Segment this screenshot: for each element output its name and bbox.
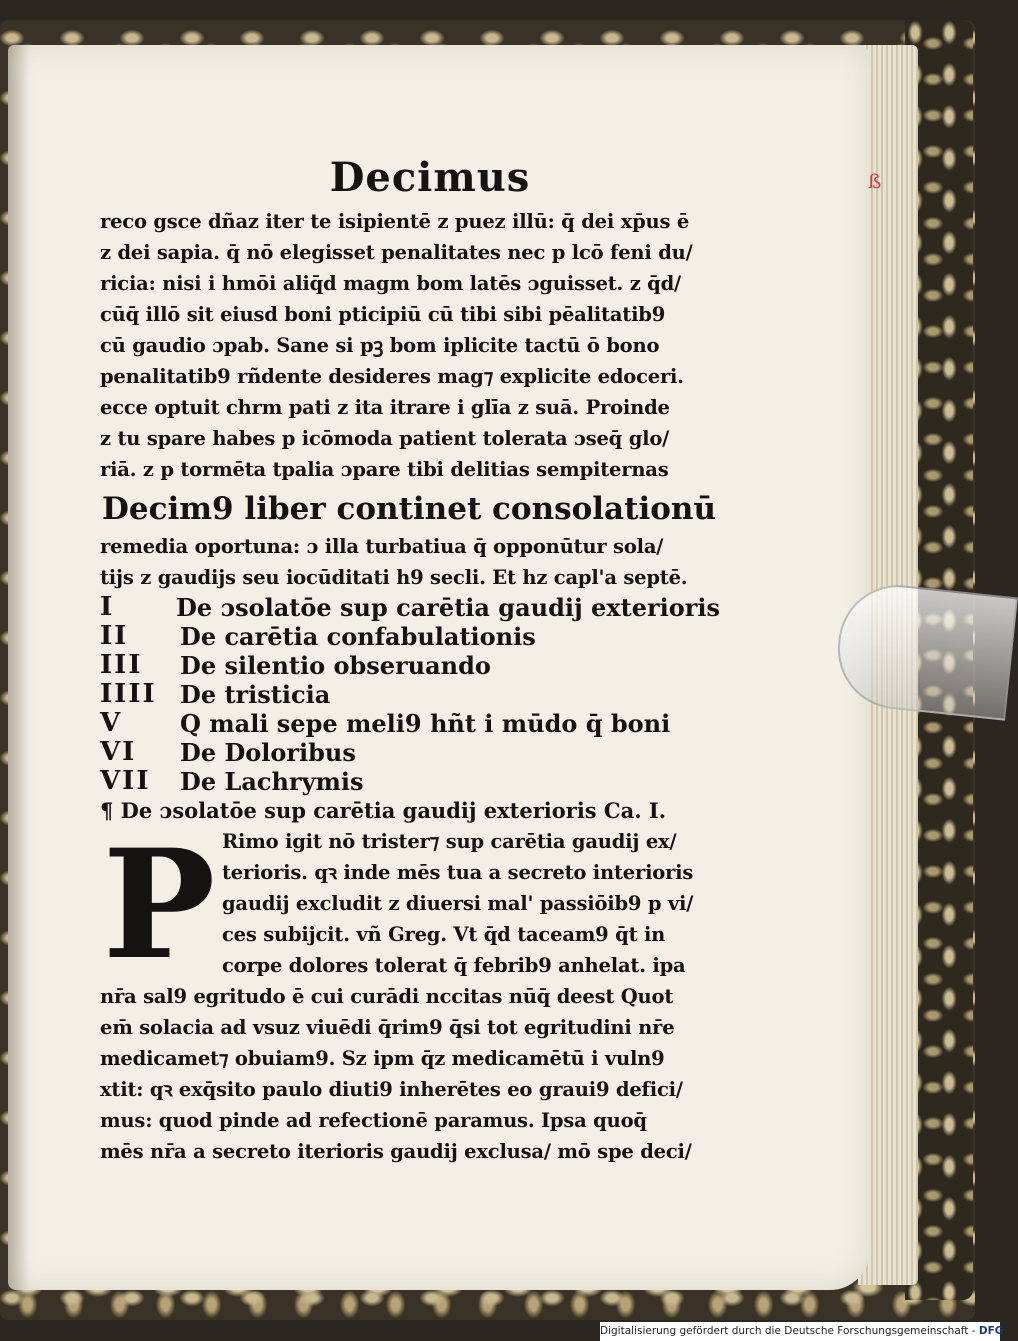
text-line: corpe dolores tolerat q̄ febrib9 anhelat. ipa bbox=[222, 954, 686, 977]
closing-paragraph bbox=[100, 981, 720, 1167]
text-line: Rimo igit nō trister⁊ sup carētia gaudij ex/ bbox=[222, 830, 677, 853]
drop-cap-initial: P bbox=[102, 817, 216, 993]
text-line: reco gsce dñaz iter te isipientē z puez illū: q̄ dei xp̄us ē bbox=[100, 210, 690, 233]
chapter-title: De ɔsolatōe sup carētia gaudij exterioris bbox=[176, 593, 720, 622]
text-line: mēs nr̄a a secreto iterioris gaudij exclusa/ mō spe deci/ bbox=[100, 1140, 692, 1163]
text-line: ricia: nisi i hmōi aliq̄d magm bom latēs ɔguisset. z q̄d/ bbox=[100, 272, 681, 295]
spine-shadow bbox=[8, 45, 30, 1290]
digitization-footer bbox=[600, 1322, 1004, 1341]
chapter-entry bbox=[100, 651, 720, 680]
red-ink-mark: ß bbox=[868, 169, 882, 193]
chapter-title: De Lachrymis bbox=[180, 767, 364, 796]
chapter-number: VII bbox=[100, 766, 151, 796]
text-line: remedia oportuna: ɔ illa turbatiua q̄ opponūtur sola/ bbox=[100, 535, 664, 558]
text-line: ces subijcit. vñ Greg. Vt q̄d taceam9 q̄t in bbox=[222, 923, 666, 946]
text-line: cūq̄ illō sit eiusd boni pticipiū cū tibi sibi pēalitatib9 bbox=[100, 303, 666, 326]
text-line: ecce optuit chrm pati z ita itrare i glīa z suā. Proinde bbox=[100, 396, 670, 419]
chapter-number: I bbox=[100, 592, 115, 622]
chapter-number: IIII bbox=[100, 679, 157, 709]
text-line: gaudij excludit z diuersi mal' passiōib9 p vi/ bbox=[222, 892, 694, 915]
text-line: xtit: qꝛ exq̄sito paulo diuti9 inherētes eo graui9 defici/ bbox=[100, 1078, 683, 1101]
text-line: riā. z p tormēta tpalia ɔpare tibi delitias sempiternas bbox=[100, 458, 669, 481]
chapter-number: II bbox=[100, 621, 129, 651]
text-line: mus: quod pinde ad refectionē paramus. Ipsa quoq̄ bbox=[100, 1109, 647, 1132]
chapter-number: V bbox=[100, 708, 123, 738]
book-subheading: Decim9 liber continet consolationū bbox=[102, 491, 716, 527]
chapter-list bbox=[100, 593, 720, 796]
text-line: nr̄a sal9 egritudo ē cui curādi nccitas nūq̄ deest Quot bbox=[100, 985, 674, 1008]
dfg-logo: DFG bbox=[978, 1325, 1004, 1337]
text-line: terioris. qꝛ inde mēs tua a secreto interioris bbox=[222, 861, 694, 884]
text-line: penalitatib9 rñdente desideres mag⁊ explicite edoceri. bbox=[100, 365, 684, 388]
chapter-title: De carētia confabulationis bbox=[180, 622, 536, 651]
chapter-entry bbox=[100, 709, 720, 738]
chapter-title: De silentio obseruando bbox=[180, 651, 491, 680]
text-line: z tu spare habes p icōmoda patient tolerata ɔseq̄ glo/ bbox=[100, 427, 670, 450]
intro-paragraph bbox=[100, 531, 720, 593]
text-line: em̄ solacia ad vsuz viuēdi q̄rim9 q̄si tot egritudini nr̄e bbox=[100, 1016, 675, 1039]
text-line: tijs z gaudijs seu iocūditati h9 secli. Et hz capl'a septē. bbox=[100, 566, 688, 589]
page-text bbox=[100, 150, 720, 1167]
chapter-opening bbox=[100, 817, 720, 993]
chapter-entry bbox=[100, 738, 720, 767]
footer-text: Digitalisierung gefördert durch die Deutsche Forschungsgemeinschaft - bbox=[600, 1325, 976, 1337]
chapter-heading: ¶ De ɔsolatōe sup carētia gaudij exterioris Ca. I. bbox=[100, 798, 667, 823]
chapter-title: De tristicia bbox=[180, 680, 331, 709]
chapter-title: Q mali sepe meli9 hñt i mūdo q̄ boni bbox=[180, 709, 671, 738]
chapter-entry bbox=[100, 767, 720, 796]
chapter-entry bbox=[100, 680, 720, 709]
text-line: cū gaudio ɔpab. Sane si pꝫ bom iplicite tactū ō bono bbox=[100, 334, 660, 357]
chapter-entry bbox=[100, 622, 720, 651]
text-line: z dei sapia. q̄ nō elegisset penalitates nec p lcō feni du/ bbox=[100, 241, 693, 264]
page-heading: Decimus bbox=[329, 154, 531, 201]
chapter-entry bbox=[100, 593, 720, 622]
chapter-number: III bbox=[100, 650, 143, 680]
text-line: medicamet⁊ obuiam9. Sz ipm q̄z medicamētū i vuln9 bbox=[100, 1047, 665, 1070]
body-paragraph bbox=[100, 206, 720, 485]
chapter-number: VI bbox=[100, 737, 137, 767]
chapter-title: De Doloribus bbox=[180, 738, 356, 767]
